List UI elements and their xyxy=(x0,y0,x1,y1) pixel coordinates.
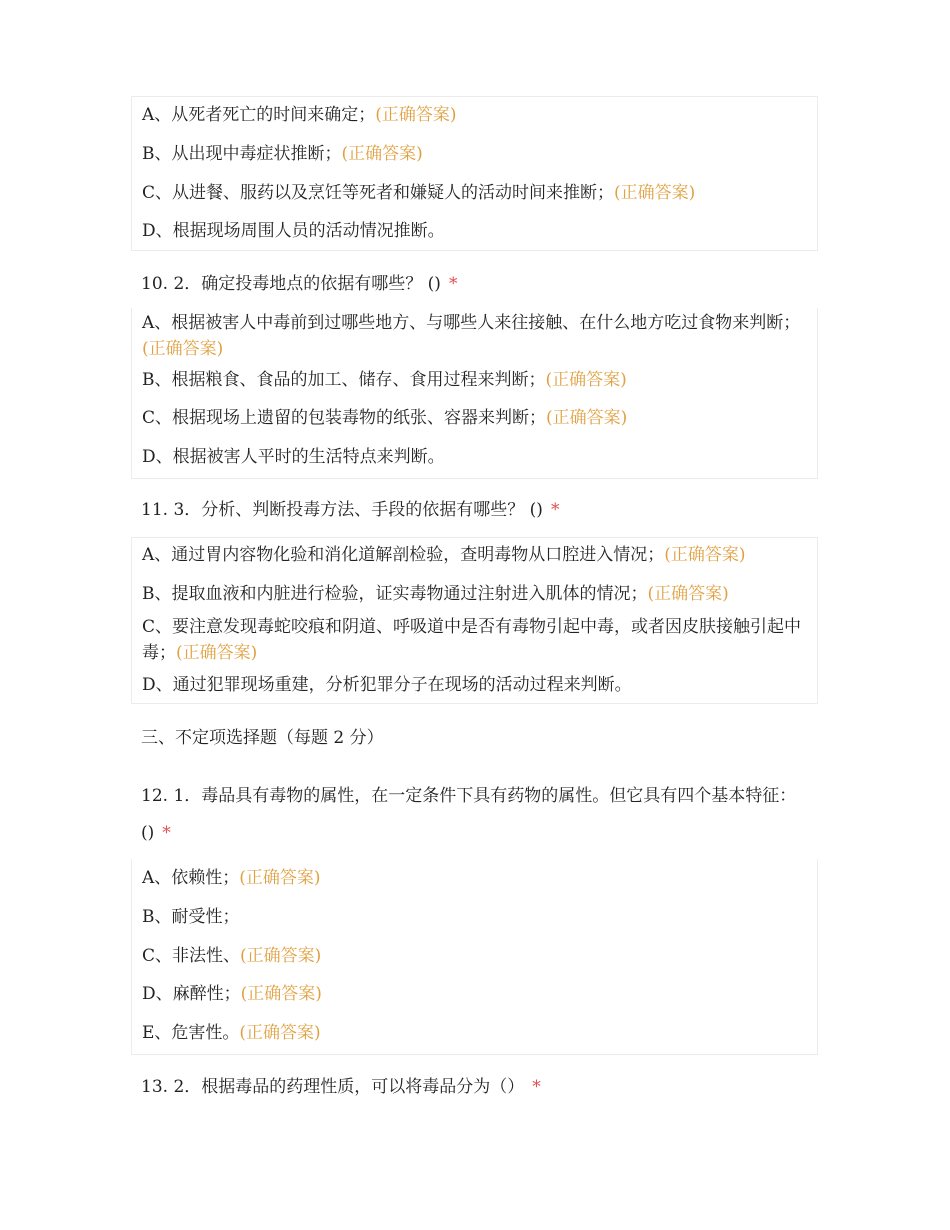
correct-answer-tag: (正确答案) xyxy=(239,868,321,888)
option-e[interactable]: E、危害性。(正确答案) xyxy=(142,1023,321,1043)
required-mark: * xyxy=(550,500,560,520)
options-box xyxy=(131,537,818,704)
correct-answer-tag: (正确答案) xyxy=(545,370,627,390)
required-mark: * xyxy=(532,1077,541,1097)
option-c[interactable]: C、非法性、(正确答案) xyxy=(142,946,322,966)
option-b[interactable]: B、根据粮食、食品的加工、储存、食用过程来判断；(正确答案) xyxy=(142,370,627,390)
correct-answer-tag: (正确答案) xyxy=(142,339,224,359)
question-10: 10. 2．确定投毒地点的依据有哪些？ () * xyxy=(141,274,458,294)
correct-answer-tag: (正确答案) xyxy=(176,643,258,663)
option-a[interactable]: A、从死者死亡的时间来确定；(正确答案) xyxy=(142,105,457,125)
option-b[interactable]: B、提取血液和内脏进行检验，证实毒物通过注射进入肌体的情况；(正确答案) xyxy=(142,584,729,604)
option-a[interactable]: A、依赖性；(正确答案) xyxy=(142,868,321,888)
option-d[interactable]: D、根据被害人平时的生活特点来判断。 xyxy=(142,447,445,467)
option-c[interactable]: C、要注意发现毒蛇咬痕和阴道、呼吸道中是否有毒物引起中毒，或者因皮肤接触引起中毒；(正确答案) xyxy=(142,617,802,663)
correct-answer-tag: (正确答案) xyxy=(647,584,729,604)
section-title: 三、不定项选择题（每题 2 分） xyxy=(141,728,384,748)
option-d[interactable]: D、麻醉性；(正确答案) xyxy=(142,984,322,1004)
option-c[interactable]: C、从进餐、服药以及烹饪等死者和嫌疑人的活动时间来推断；(正确答案) xyxy=(142,183,696,203)
question-11: 11. 3．分析、判断投毒方法、手段的依据有哪些？ () * xyxy=(141,500,560,520)
correct-answer-tag: (正确答案) xyxy=(239,1023,321,1043)
options-box xyxy=(131,859,818,1055)
question-13: 13. 2．根据毒品的药理性质，可以将毒品分为（） * xyxy=(141,1077,541,1097)
correct-answer-tag: (正确答案) xyxy=(240,946,322,966)
required-mark: * xyxy=(448,274,458,294)
correct-answer-tag: (正确答案) xyxy=(240,984,322,1004)
options-box xyxy=(131,308,818,479)
required-mark: * xyxy=(162,823,171,843)
correct-answer-tag: (正确答案) xyxy=(664,545,746,565)
option-a[interactable]: A、通过胃内容物化验和消化道解剖检验，查明毒物从口腔进入情况；(正确答案) xyxy=(142,545,746,565)
options-box xyxy=(131,96,818,251)
option-b[interactable]: B、从出现中毒症状推断；(正确答案) xyxy=(142,144,423,164)
option-c[interactable]: C、根据现场上遗留的包装毒物的纸张、容器来判断；(正确答案) xyxy=(142,408,628,428)
correct-answer-tag: (正确答案) xyxy=(546,408,628,428)
option-b[interactable]: B、耐受性； xyxy=(142,907,240,927)
option-d[interactable]: D、通过犯罪现场重建，分析犯罪分子在现场的活动过程来判断。 xyxy=(142,675,632,695)
correct-answer-tag: (正确答案) xyxy=(614,183,696,203)
correct-answer-tag: (正确答案) xyxy=(375,105,457,125)
question-12: 12. 1．毒品具有毒物的属性，在一定条件下具有药物的属性。但它具有四个基本特征：() * xyxy=(141,786,797,843)
correct-answer-tag: (正确答案) xyxy=(341,144,423,164)
option-d[interactable]: D、根据现场周围人员的活动情况推断。 xyxy=(142,221,445,241)
option-a[interactable]: A、根据被害人中毒前到过哪些地方、与哪些人来往接触、在什么地方吃过食物来判断；(正确答案) xyxy=(142,313,801,359)
